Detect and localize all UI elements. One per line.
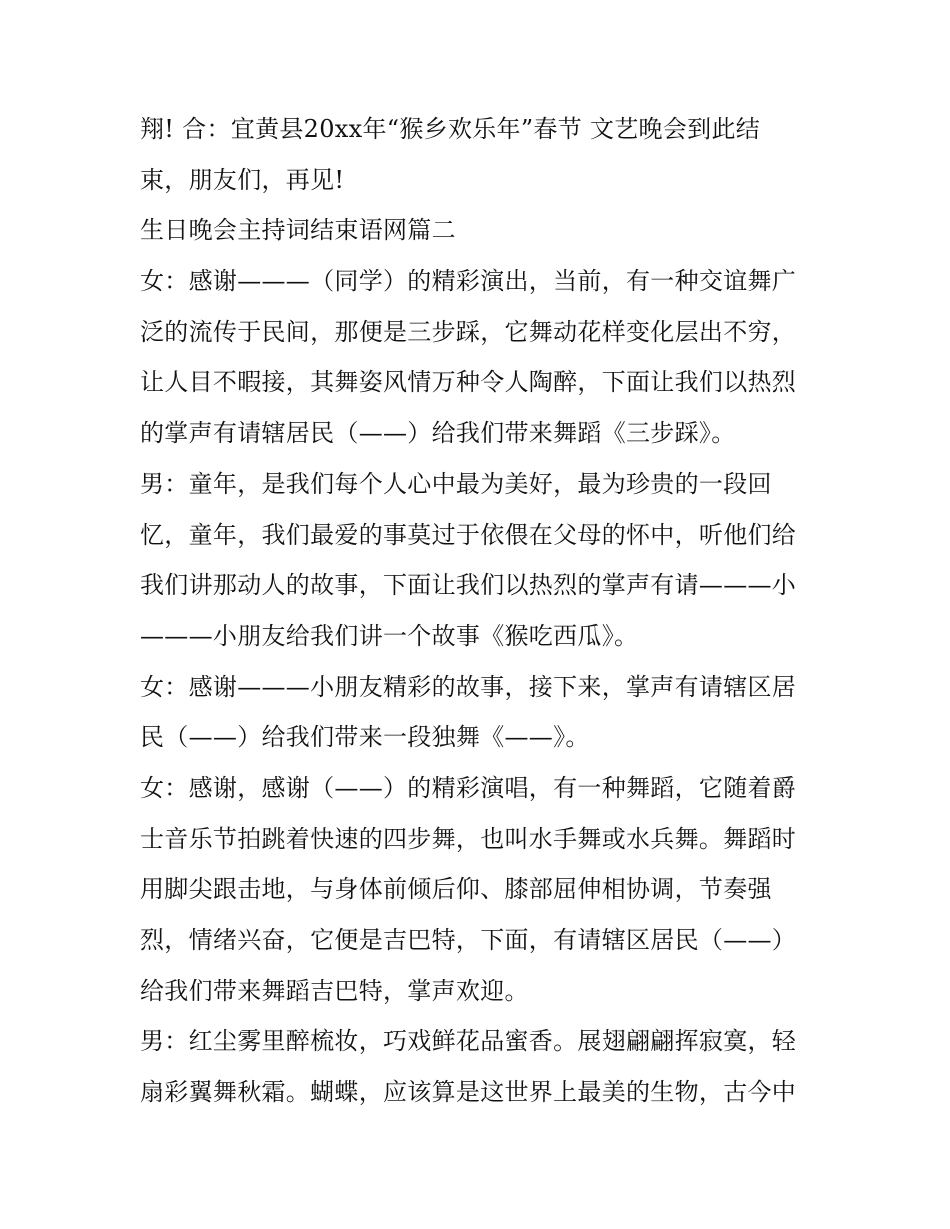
text-line: 男：童年，是我们每个人心中最为美好，最为珍贵的一段回: [140, 469, 772, 498]
text-line: 给我们带来舞蹈吉巴特，掌声欢迎。: [140, 976, 529, 1005]
text-line: 女：感谢———（同学）的精彩演出，当前，有一种交谊舞广: [140, 267, 797, 296]
document-body: [140, 104, 820, 1118]
text-line: 扇彩翼舞秋霜。蝴蝶，应该算是这世界上最美的生物，古今中: [140, 1078, 797, 1107]
text-line: 束，朋友们，再见!: [140, 165, 345, 194]
text-line: 女：感谢———小朋友精彩的故事，接下来，掌声有请辖区居: [140, 672, 797, 701]
text-line: 忆，童年，我们最爱的事莫过于依偎在父母的怀中，听他们给: [140, 520, 797, 549]
section-heading: 生日晚会主持词结束语网篇二: [140, 216, 456, 245]
text-line: 男：红尘雾里醉梳妆，巧戏鲜花品蜜香。展翅翩翩挥寂寞，轻: [140, 1027, 797, 1056]
text-line: 我们讲那动人的故事，下面让我们以热烈的掌声有请———小: [140, 571, 797, 600]
text-line: 烈，情绪兴奋，它便是吉巴特，下面，有请辖区居民（——）: [140, 926, 797, 954]
text-line: 民（——）给我们带来一段独舞《——》。: [140, 723, 590, 752]
text-line: 女：感谢，感谢（——）的精彩演唱，有一种舞蹈，它随着爵: [140, 773, 797, 802]
text-line: 泛的流传于民间，那便是三步踩，它舞动花样变化层出不穷，: [140, 317, 797, 346]
text-line: 士音乐节拍跳着快速的四步舞，也叫水手舞或水兵舞。舞蹈时: [140, 824, 797, 853]
text-line: 的掌声有请辖居民（——）给我们带来舞蹈《三步踩》。: [140, 419, 736, 448]
text-line: 让人目不暇接，其舞姿风情万种令人陶醉，下面让我们以热烈: [140, 368, 797, 397]
text-line: 翔! 合：宜黄县20xx年“猴乡欢乐年”春节 文艺晚会到此结: [140, 115, 761, 143]
text-line: 用脚尖跟击地，与身体前倾后仰、膝部屈伸相协调，节奏强: [140, 875, 772, 904]
text-line: ———小朋友给我们讲一个故事《猴吃西瓜》。: [140, 621, 639, 650]
